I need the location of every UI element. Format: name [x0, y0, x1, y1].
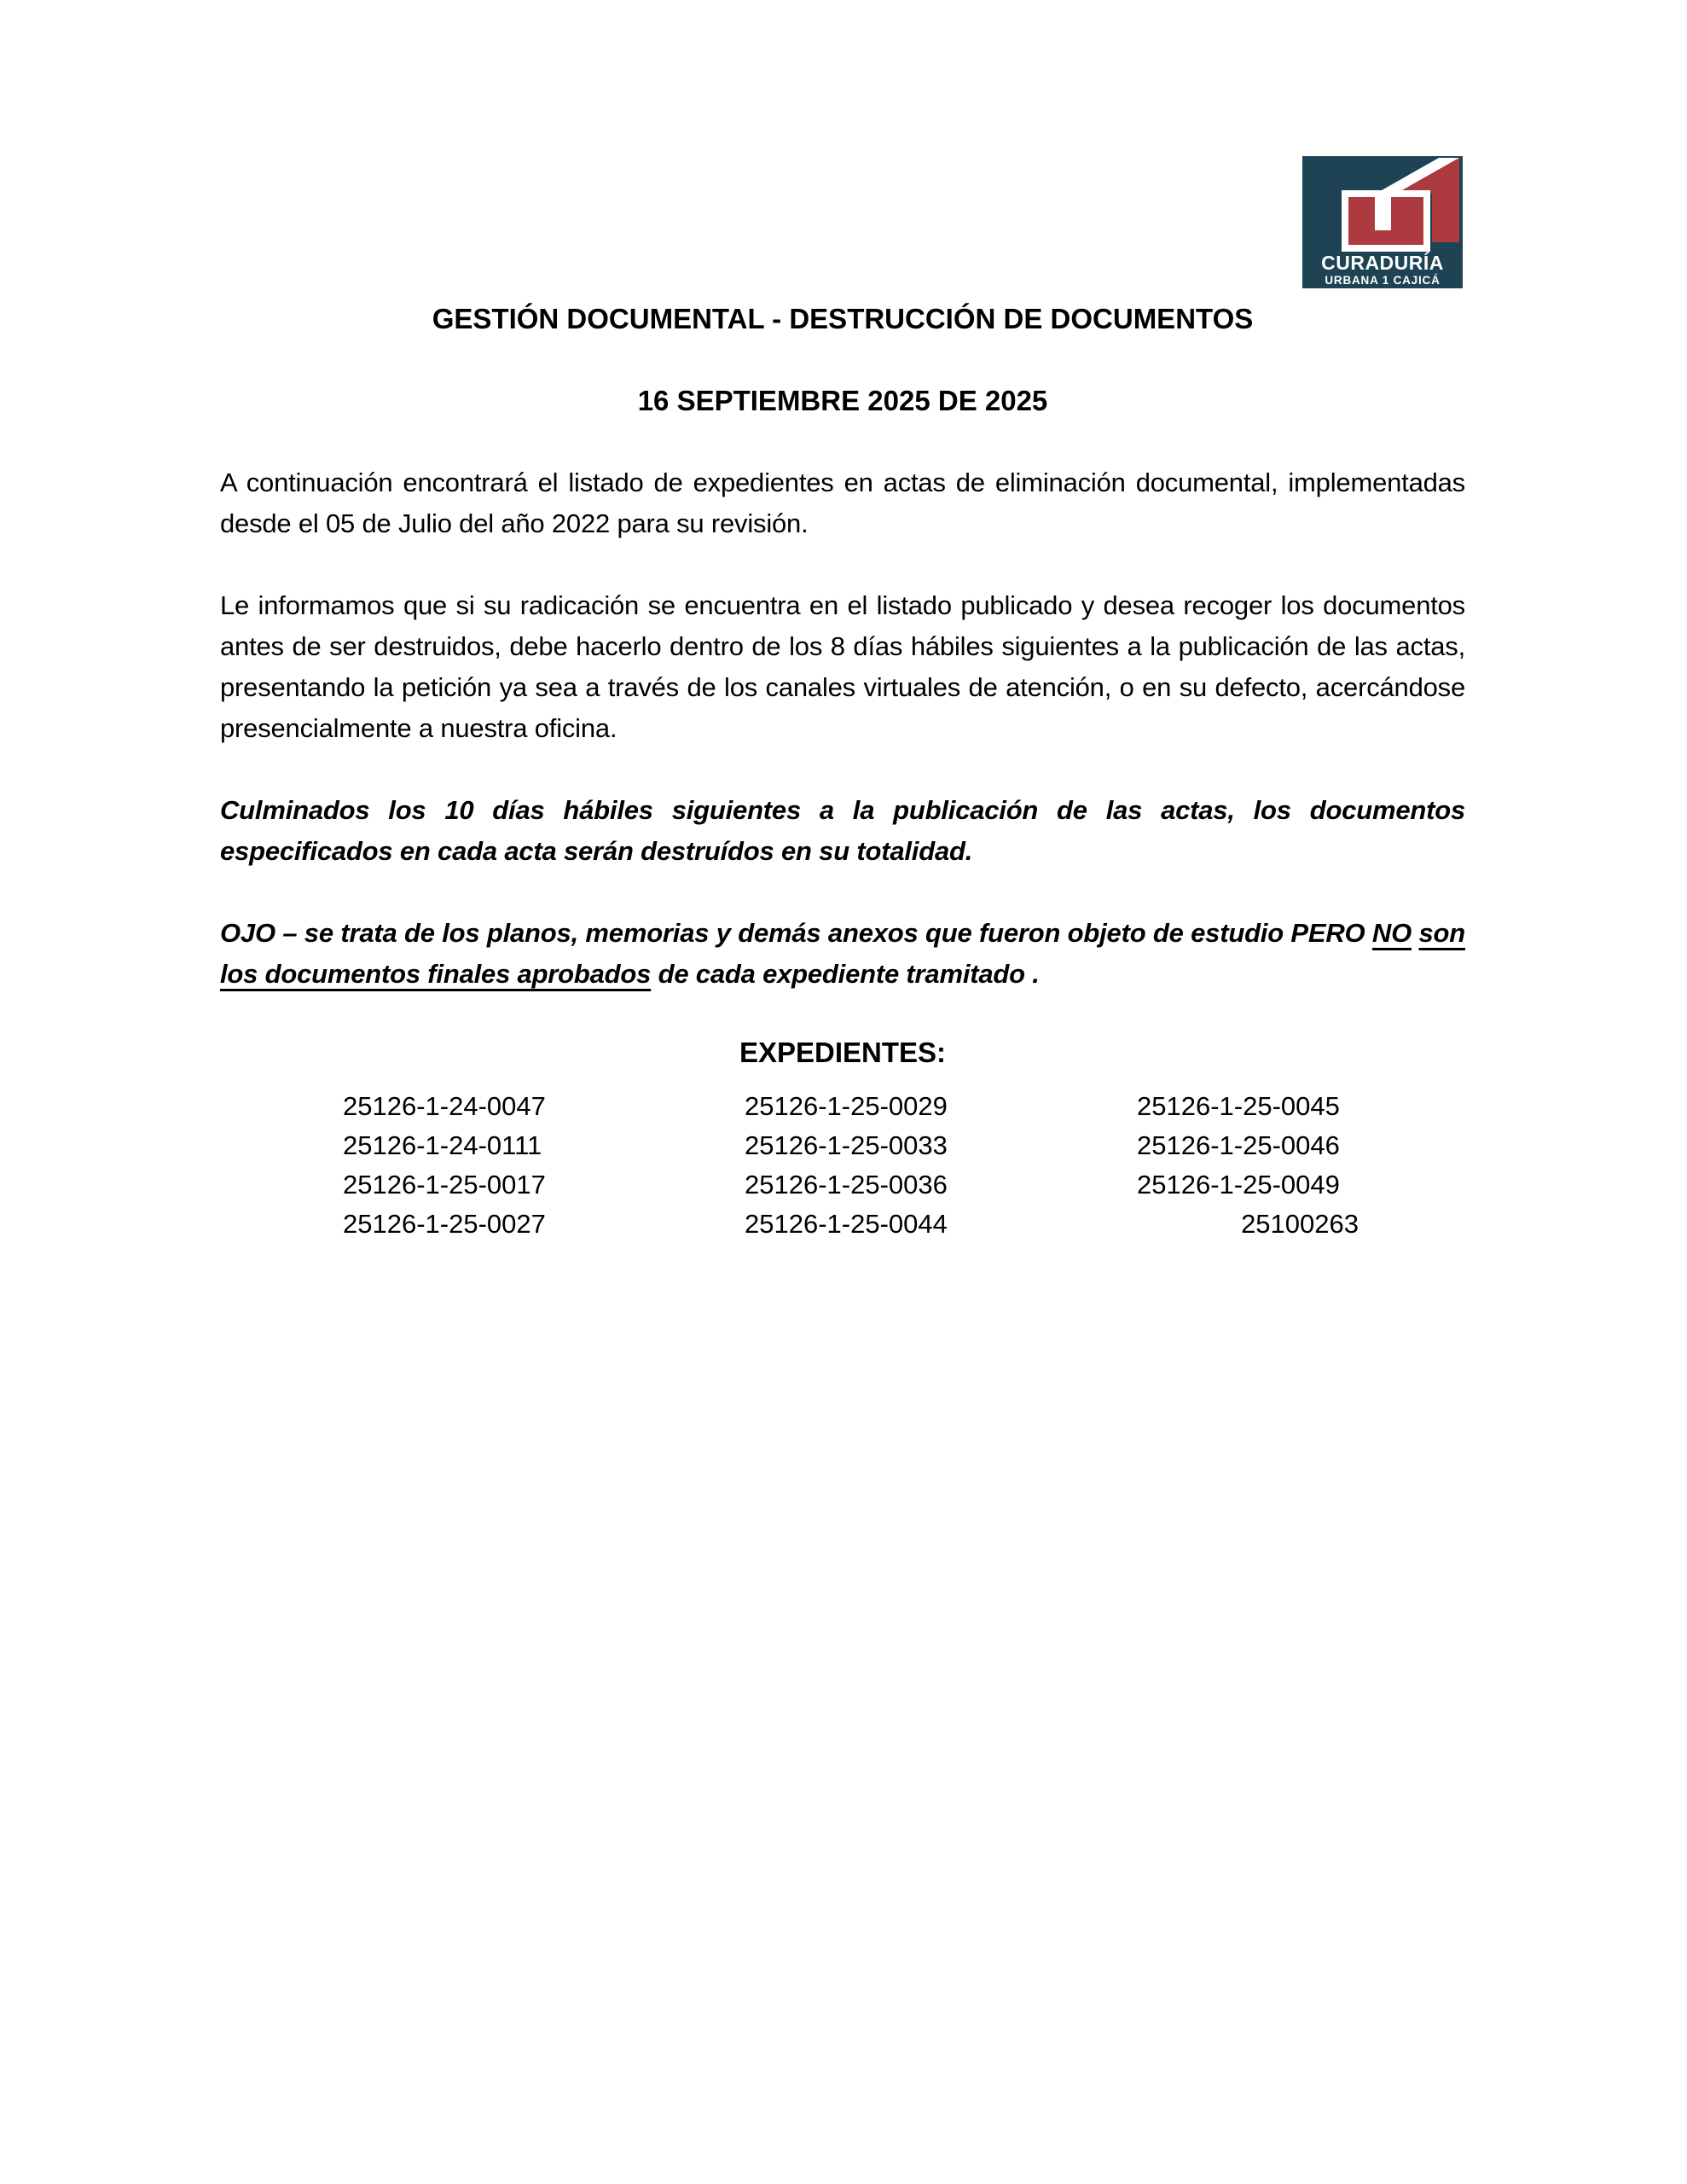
destruction-warning-paragraph: Culminados los 10 días hábiles siguientes a la publicación de las actas, los documentos especificados en cada acta serán destruídos en su totalidad. — [220, 795, 1465, 866]
underlined-text: los documentos finales aprobados — [220, 959, 652, 989]
expediente-number: 25126-1-25-0049 — [1137, 1170, 1340, 1199]
expediente-number: 25126-1-25-0027 — [343, 1209, 546, 1239]
expediente-number: 25126-1-25-0029 — [745, 1091, 948, 1121]
logo-word-urbana: URBANA 1 CAJICÁ — [1325, 274, 1441, 287]
expediente-number: 25126-1-25-0017 — [343, 1170, 546, 1199]
document-date: 16 SEPTIEMBRE 2025 DE 2025 — [637, 385, 1048, 416]
expediente-number: 25126-1-25-0046 — [1137, 1130, 1340, 1160]
pickup-instructions-paragraph: Le informamos que si su radicación se encuentra en el listado publicado y desea recoger los documentos antes de ser destruidos, debe hacerlo dentro de los 8 días hábiles siguientes a la publicación de las actas, presentando la petición ya sea a través de los canales virtuales de atención, o en su defecto, acercándose presencialmente a nuestra oficina. — [220, 590, 1465, 743]
document-body — [220, 0, 1465, 1244]
expedientes-heading: EXPEDIENTES: — [739, 1037, 947, 1068]
plain-text: de cada expediente tramitado . — [651, 959, 1040, 989]
underlined-text: NO — [1371, 918, 1412, 948]
expedientes-grid — [343, 1087, 1465, 1244]
underlined-text: son — [1418, 918, 1465, 948]
document-title: GESTIÓN DOCUMENTAL - DESTRUCCIÓN DE DOCUMENTOS — [432, 303, 1254, 334]
intro-paragraph: A continuación encontrará el listado de expedientes en actas de eliminación documental, implementadas desde el 05 de Julio del año 2022 para su revisión. — [220, 468, 1465, 538]
expediente-number: 25126-1-24-0047 — [343, 1091, 546, 1121]
expediente-number: 25126-1-25-0033 — [745, 1130, 948, 1160]
expediente-number: 25126-1-24-0111 — [343, 1130, 542, 1160]
ojo-note-paragraph — [220, 913, 1465, 995]
expediente-number: 25126-1-25-0044 — [745, 1209, 948, 1239]
expediente-number: 25126-1-25-0036 — [745, 1170, 948, 1199]
expediente-number: 25100263 — [1241, 1209, 1359, 1239]
logo-word-curaduria: CURADURÍA — [1321, 252, 1444, 274]
plain-text: OJO – se trata de los planos, memorias y demás anexos que fueron objeto de estudio PERO — [220, 918, 1372, 948]
expediente-number: 25126-1-25-0045 — [1137, 1091, 1340, 1121]
